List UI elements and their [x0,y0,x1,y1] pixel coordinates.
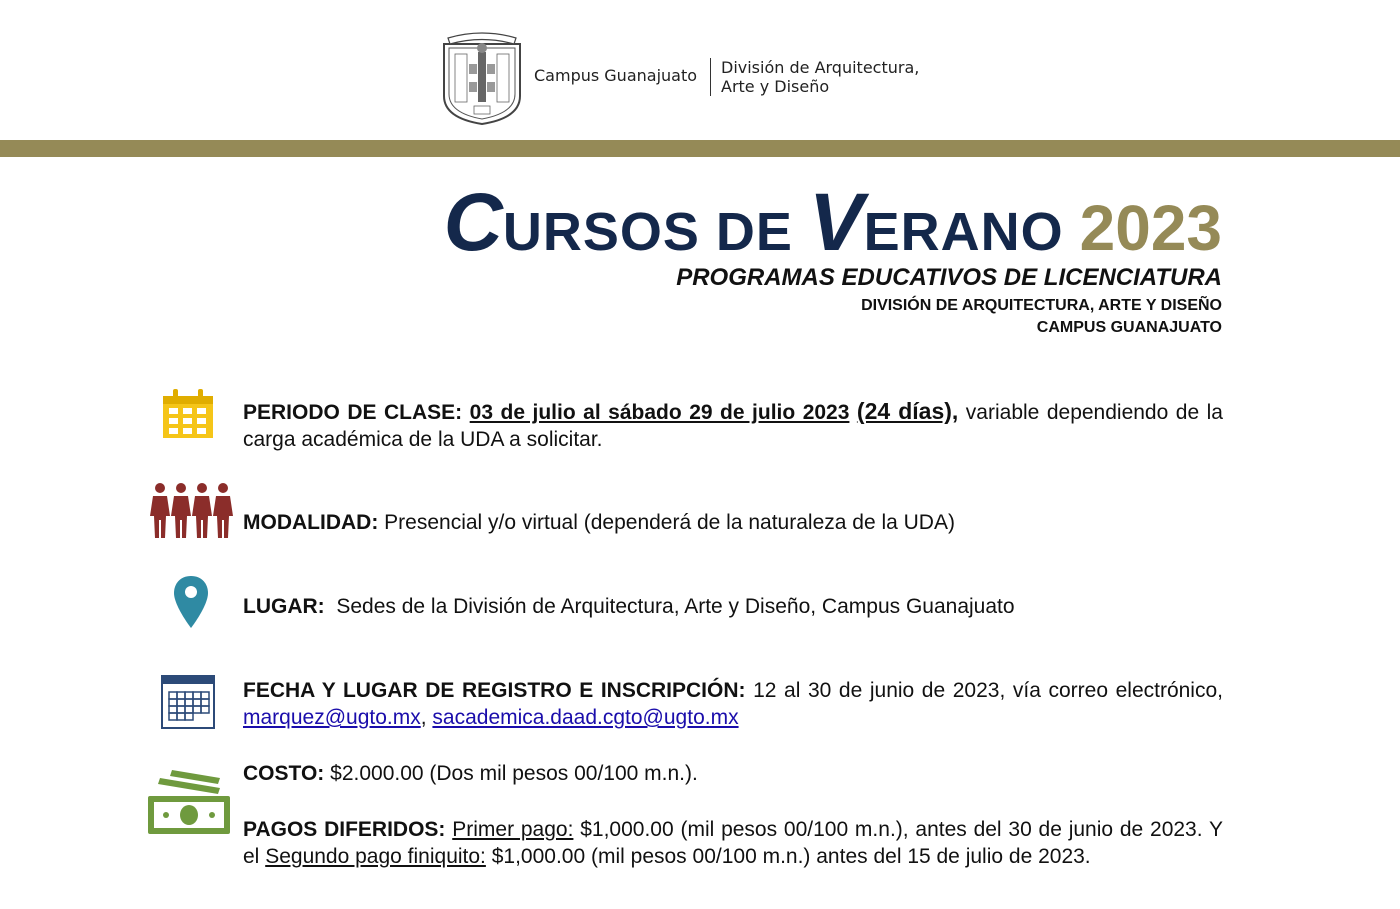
costo-label: COSTO: [243,762,325,785]
lugar-text: Sedes de la División de Arquitectura, Arte y Diseño, Campus Guanajuato [336,595,1015,618]
pagos-section [243,816,1223,870]
modalidad-label: MODALIDAD: [243,511,379,534]
segundo-pago-label: Segundo pago finiquito: [265,845,486,868]
calendar-grid-icon [160,674,216,730]
division-line-1: División de Arquitectura, [721,58,920,77]
primer-pago-text: $1,000.00 (mil pesos 00/100 m.n.), antes del 30 de junio de 2023. Y el [243,818,1223,868]
division-line-2: Arte y Diseño [721,77,830,96]
lugar-label: LUGAR: [243,595,325,618]
division-name [721,58,919,96]
modalidad-section [243,509,1223,536]
periodo-text: variable dependiendo de la carga académica de la UDA a solicitar. [243,401,1223,451]
header-band [0,140,1400,157]
header-divider [710,58,711,96]
title-word-verano: ERANO [863,202,1064,262]
title-initial-v: V [808,177,864,268]
registro-section [243,677,1223,731]
periodo-dates: 03 de julio al sábado 29 de julio 2023 [469,401,850,424]
subtitle-division: DIVISIÓN DE ARQUITECTURA, ARTE Y DISEÑO [861,297,1222,314]
map-pin-icon [172,574,210,630]
page-header [0,0,1400,140]
calendar-icon [161,388,215,440]
title-word-cursos: URSOS DE [502,202,809,262]
periodo-days: (24 días), [856,398,959,424]
costo-section [243,760,1223,787]
money-icon [146,770,232,836]
periodo-label: PERIODO DE CLASE: [243,401,463,424]
segundo-pago-text: $1,000.00 (mil pesos 00/100 m.n.) antes del 15 de julio de 2023. [491,845,1091,868]
modalidad-text: Presencial y/o virtual (dependerá de la naturaleza de la UDA) [384,511,955,534]
page-title [444,176,1222,270]
subtitle: PROGRAMAS EDUCATIVOS DE LICENCIATURA [676,264,1222,291]
registro-label: FECHA Y LUGAR DE REGISTRO E INSCRIPCIÓN: [243,679,746,702]
costo-text: $2.000.00 (Dos mil pesos 00/100 m.n.). [330,762,698,785]
campus-name: Campus Guanajuato [534,66,698,85]
email-separator: , [420,706,427,729]
university-seal-logo [438,26,526,126]
lugar-section [243,593,1223,620]
primer-pago-label: Primer pago: [452,818,574,841]
title-initial-c: C [443,177,503,268]
email-link-sacademica[interactable]: sacademica.daad.cgto@ugto.mx [432,706,739,729]
registro-text: 12 al 30 de junio de 2023, vía correo electrónico, [753,679,1223,702]
pagos-label: PAGOS DIFERIDOS: [243,818,446,841]
subtitle-campus: CAMPUS GUANAJUATO [1036,319,1222,336]
email-link-marquez[interactable]: marquez@ugto.mx [243,706,421,729]
people-icon [150,482,234,540]
title-year: 2023 [1079,192,1222,264]
periodo-section [243,398,1223,453]
